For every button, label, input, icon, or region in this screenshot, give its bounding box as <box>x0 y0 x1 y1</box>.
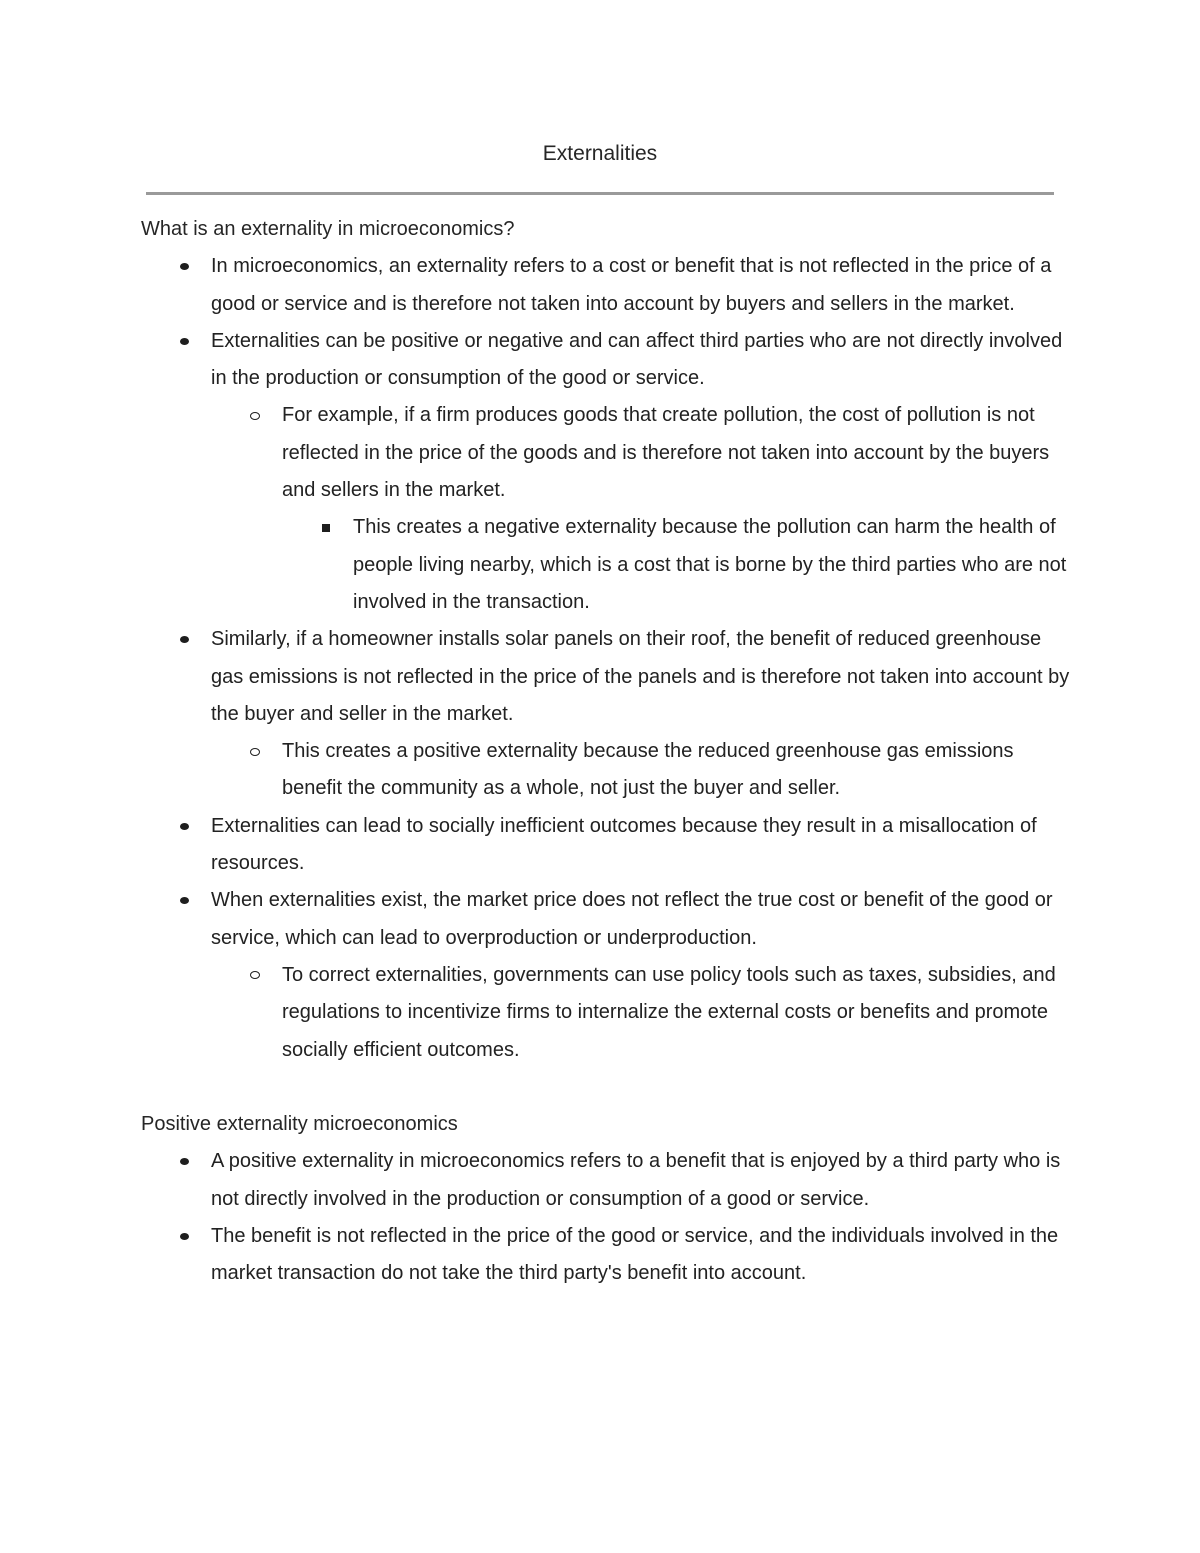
document-body <box>141 211 1071 1293</box>
section-positive-externality <box>141 1106 1071 1292</box>
list-item-text: For example, if a firm produces goods that create pollution, the cost of pollution is not reflected in the price of the goods and is therefore not taken into account by the buyers and sellers in the market. <box>282 404 1050 502</box>
list-item <box>141 323 1071 398</box>
section-heading: What is an externality in microeconomics? <box>141 218 515 240</box>
section-heading: Positive externality microeconomics <box>141 1113 458 1136</box>
list-item-text: When externalities exist, the market price does not reflect the true cost or benefit of the good or service, which can lead to overproduction or underproduction. <box>211 889 1053 949</box>
filled-bullet-icon <box>174 1218 194 1255</box>
list-item <box>141 882 1071 957</box>
list-item-text: In microeconomics, an externality refers to a cost or benefit that is not reflected in the price of a good or service and is therefore not taken into account by buyers and sellers in the market. <box>211 255 1052 315</box>
document-title: Externalities <box>542 142 658 165</box>
hollow-bullet-icon <box>245 957 265 994</box>
filled-bullet-icon <box>174 808 194 845</box>
list-item <box>141 1218 1071 1293</box>
filled-bullet-icon <box>174 882 194 919</box>
bullet-list <box>141 248 1071 1069</box>
list-item <box>141 957 1071 1069</box>
list-item <box>141 808 1071 883</box>
list-item <box>141 397 1071 509</box>
filled-bullet-icon <box>174 248 194 285</box>
square-bullet-icon <box>316 509 336 546</box>
list-item <box>141 1143 1071 1218</box>
list-item-text: A positive externality in microeconomics refers to a benefit that is enjoyed by a third party who is not directly involved in the production or consumption of a good or service. <box>211 1150 1061 1210</box>
list-item-text: Externalities can be positive or negative and can affect third parties who are not directly involved in the production or consumption of the good or service. <box>211 329 1063 390</box>
bullet-list <box>141 1143 1071 1292</box>
list-item <box>141 248 1071 323</box>
list-item <box>141 509 1071 621</box>
list-item-text: This creates a negative externality because the pollution can harm the health of people living nearby, which is a cost that is borne by the third parties who are not involved in the transaction. <box>353 516 1067 613</box>
list-item <box>141 733 1071 808</box>
list-item-text: Externalities can lead to socially inefficient outcomes because they result in a misallocation of resources. <box>211 814 1037 875</box>
filled-bullet-icon <box>174 621 194 658</box>
filled-bullet-icon <box>174 1143 194 1180</box>
list-item <box>141 621 1071 733</box>
list-item-text: To correct externalities, governments can use policy tools such as taxes, subsidies, and regulations to incentivize firms to internalize the external costs or benefits and promote socially efficient outcomes. <box>282 963 1056 1061</box>
list-item-text: The benefit is not reflected in the price of the good or service, and the individuals involved in the market transaction do not take the third party's benefit into account. <box>211 1225 1059 1285</box>
hollow-bullet-icon <box>245 397 265 434</box>
title-divider <box>146 192 1054 195</box>
list-item-text: Similarly, if a homeowner installs solar panels on their roof, the benefit of reduced greenhouse gas emissions is not reflected in the price of the panels and is therefore not taken into account by the buyer and seller in the market. <box>211 628 1070 725</box>
filled-bullet-icon <box>174 323 194 360</box>
paragraph-spacer <box>141 1069 1071 1106</box>
hollow-bullet-icon <box>245 733 265 770</box>
section-what-is-externality <box>141 211 1071 1069</box>
list-item-text: This creates a positive externality because the reduced greenhouse gas emissions benefit the community as a whole, not just the buyer and seller. <box>282 740 1014 800</box>
